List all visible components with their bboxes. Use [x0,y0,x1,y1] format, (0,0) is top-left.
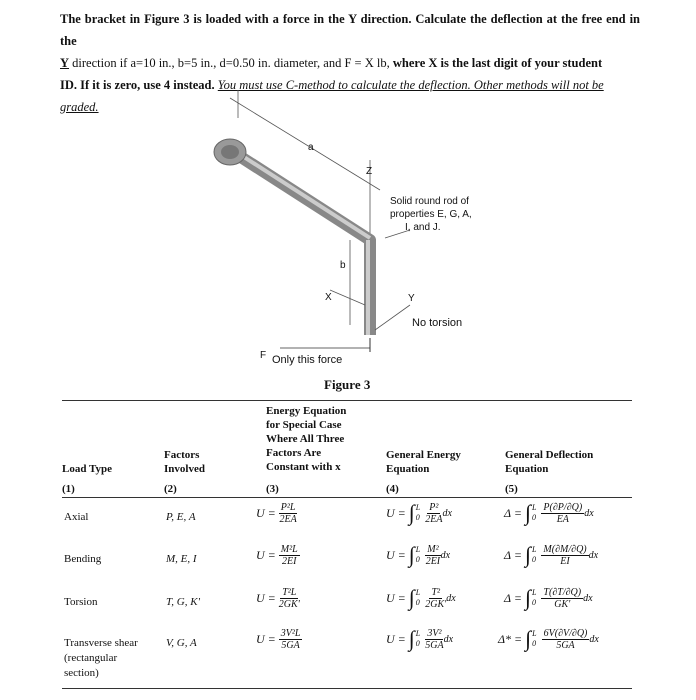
force-note: Only this force [272,354,343,366]
integral-limits [416,588,420,608]
integral-limits [532,629,536,649]
integral-limits [532,588,536,608]
u-symbol: U = [386,505,406,520]
problem-bold-3: ID. If it is zero, use 4 instead. [60,78,215,92]
fraction [425,587,446,610]
denominator: 2EA [279,514,297,525]
integral-sign: ∫ [524,542,531,567]
dx: dx [588,549,599,561]
delta-symbol: Δ = [504,547,522,562]
header-load-type: Load Type [62,463,113,475]
label-a: a [308,142,314,153]
lower-limit: 0 [531,513,536,522]
numerator: 3V² [427,627,442,639]
fraction [279,544,300,567]
fraction [541,502,584,525]
header-energy-1: Energy Equation [266,405,347,417]
denominator: GK' [554,598,571,610]
numerator: 3V²L [280,628,301,639]
integral-sign: ∫ [524,585,531,610]
numerator: P(∂P/∂Q) [543,501,583,513]
row-bending-special [256,544,300,567]
integral-sign: ∫ [408,542,415,567]
dx: dx [443,633,454,645]
graded-note: graded. [60,100,99,114]
denominator: 5GA [281,640,300,651]
no-torsion-label: No torsion [412,317,463,329]
row-shear-special [256,628,302,651]
lower-limit: 0 [415,555,420,564]
table-header-rule [62,497,632,498]
dx: dx [584,507,594,519]
lower-limit: 0 [531,555,536,564]
u-symbol: U = [256,548,276,562]
denominator: 5GA [556,639,575,651]
numerator: 6V(∂V/∂Q) [543,627,588,639]
row-torsion-deflection [504,585,593,611]
lower-limit: 0 [415,598,420,607]
table-bottom-rule [62,688,632,689]
numerator: M²L [280,544,298,555]
fraction [279,502,298,525]
header-load-type-num: (1) [62,483,75,495]
fraction [279,587,300,610]
lower-limit: 0 [415,639,420,648]
dx: dx [440,549,451,561]
upper-limit: L [531,503,537,512]
u-symbol: U = [386,590,406,605]
fraction [425,628,443,651]
row-bending-type: Bending [64,553,102,565]
numerator: T²L [282,587,297,598]
row-torsion-factors: T, G, K' [166,596,200,608]
dx: dx [446,592,456,604]
lower-limit: 0 [532,639,537,648]
denominator: 2EI [281,556,297,567]
method-instruction: You must use C-method to calculate the deflection. Other methods will not be [217,78,604,92]
upper-limit: L [415,503,421,512]
header-energy-5: Constant with x [266,461,341,473]
upper-limit: L [531,545,537,554]
lower-limit: 0 [531,598,536,607]
fraction [425,502,442,525]
integral-sign: ∫ [408,585,415,610]
row-shear-type-3: section) [64,667,99,679]
header-deflection-num: (5) [505,483,518,495]
delta-star-symbol: Δ* = [498,631,523,646]
row-torsion-special [256,587,300,610]
y-direction: Y [60,56,70,70]
upper-limit: L [532,629,537,638]
upper-limit: L [415,545,421,554]
problem-line-2 [60,52,640,74]
denominator: 5GA [425,639,444,651]
integral-sign: ∫ [525,626,532,651]
delta-symbol: Δ = [504,505,522,520]
numerator: T(∂T/∂Q) [543,586,582,598]
integral-limits [532,545,536,565]
fraction [541,544,588,567]
label-z: Z [366,166,373,177]
upper-limit: L [415,588,421,597]
numerator: P² [429,501,439,513]
fraction [425,544,440,567]
row-shear-deflection [498,626,599,652]
header-general-num: (4) [386,483,399,495]
delta-symbol: Δ = [504,590,522,605]
row-shear-type-2: (rectangular [64,652,118,664]
row-shear-general [386,626,453,652]
integral-limits [532,503,536,523]
problem-line-1: The bracket in Figure 3 is loaded with a force in the Y direction. Calculate the deflection at the free end in the [60,12,640,48]
row-torsion-general [386,585,456,611]
header-general-2: Equation [386,463,430,475]
annotation-2: properties E, G, A, [390,209,472,220]
integral-limits [416,629,420,649]
figure-caption: Figure 3 [324,377,371,392]
row-shear-type: Transverse shear [64,637,138,649]
label-y: Y [408,293,415,304]
u-symbol: U = [386,631,406,646]
row-axial-special [256,502,297,525]
problem-bold-2: where X is the last digit of your student [392,56,603,70]
integral-limits [416,545,420,565]
row-bending-factors: M, E, I [166,553,197,565]
header-factors-num: (2) [164,483,177,495]
u-symbol: U = [386,547,406,562]
header-general-1: General Energy [386,449,461,461]
row-torsion-type: Torsion [64,596,98,608]
dx: dx [589,633,599,645]
header-factors-2: Involved [164,463,205,475]
denominator: 2GK' [278,599,300,610]
integral-sign: ∫ [408,626,415,651]
row-bending-general [386,542,450,568]
denominator: 2EA [425,513,443,525]
header-energy-3: Where All Three [266,433,345,445]
upper-limit: L [531,588,537,597]
integral-limits [416,503,420,523]
fraction [542,628,590,651]
u-symbol: U = [256,506,276,520]
label-b: b [340,260,346,271]
header-factors-1: Factors [164,449,200,461]
annotation-1: Solid round rod of [390,196,469,207]
dx: dx [442,507,452,519]
header-deflection-2: Equation [505,463,549,475]
force-f-label: F [260,350,267,361]
numerator: P²L [280,502,296,513]
lower-limit: 0 [415,513,420,522]
header-energy-2: for Special Case [266,419,342,431]
integral-sign: ∫ [408,500,415,525]
problem-params: direction if a=10 in., b=5 in., d=0.50 in. diameter, and F = X lb, [69,56,393,70]
numerator: M(∂M/∂Q) [543,543,587,555]
fraction [541,587,583,610]
row-axial-type: Axial [64,511,89,523]
row-axial-factors: P, E, A [166,511,196,523]
bracket-drawing [200,90,480,380]
upper-limit: L [415,629,421,638]
label-x: X [325,292,332,303]
annotation-3: I, and J. [405,222,441,233]
row-axial-general [386,500,452,526]
dx: dx [583,592,593,604]
denominator: 2EI [425,555,441,567]
row-axial-deflection [504,500,594,526]
header-deflection-1: General Deflection [505,449,594,461]
integral-sign: ∫ [524,500,531,525]
table-top-rule [62,400,632,401]
bracket-figure [200,90,480,380]
header-energy-4: Factors Are [266,447,322,459]
u-symbol: U = [256,591,276,605]
denominator: EA [556,513,569,525]
numerator: M² [427,543,439,555]
row-bending-deflection [504,542,598,568]
numerator: T² [431,586,441,598]
header-energy-num: (3) [266,483,279,495]
fraction [279,628,303,651]
u-symbol: U = [256,632,276,646]
denominator: EI [560,555,570,567]
row-shear-factors: V, G, A [166,637,197,649]
denominator: 2GK' [425,598,447,610]
